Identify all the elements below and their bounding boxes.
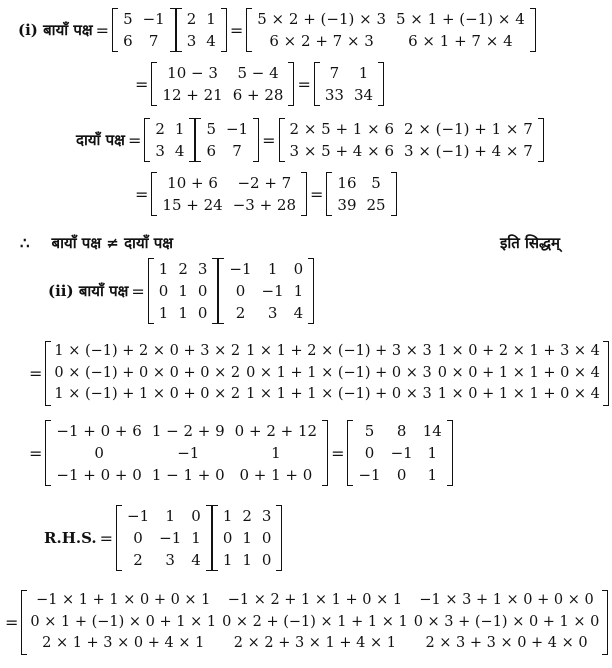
- matrix-cell: −1: [127, 507, 150, 525]
- matrix-cell: 3: [186, 32, 197, 50]
- matrix-cell: −1 + 0 + 0: [56, 466, 142, 484]
- matrix-table: [224, 258, 308, 324]
- matrix-cell: −1 + 0 + 6: [56, 422, 142, 440]
- matrix-cell: 3 × 5 + 4 × 6: [289, 142, 395, 160]
- matrix-table: [332, 172, 390, 216]
- matrix-cell: 7: [329, 64, 340, 82]
- row-i-lhs: (i) बायाँ पक्ष = 5 −1 6 7 2 1 3 4 = 5 × 2 + (−1) × 3 5 × 1 + (−1) × 4 6 × 2 + 7 × 3 6 × 1 + 7 × 4: [18, 8, 536, 52]
- matrix-cell: 0: [158, 282, 169, 300]
- matrix-table: [201, 118, 253, 162]
- matrix-cell: 10 − 3: [167, 64, 218, 82]
- matrix-cell: −1: [390, 444, 413, 462]
- matrix-table: [353, 420, 446, 486]
- matrix-cell: 16: [337, 174, 357, 192]
- matrix-cell: 1 × 1 + 2 × (−1) + 3 × 3: [246, 343, 432, 359]
- matrix-cell: 2 × 2 + 3 × 1 + 4 × 1: [233, 635, 396, 651]
- matrix-cell: 1: [427, 466, 438, 484]
- matrix-cell: 6 × 2 + 7 × 3: [269, 32, 374, 50]
- matrix-i-lhs-result: [314, 62, 384, 106]
- row-i-rhs-step: = 10 + 6 −2 + 7 15 + 24 −3 + 28 = 16 5 39 25: [132, 172, 397, 216]
- matrix-cell: 1: [293, 282, 304, 300]
- matrix-cell: 39: [337, 196, 357, 214]
- matrix-cell: 5: [364, 422, 375, 440]
- matrix-cell: 0: [197, 282, 208, 300]
- matrix-cell: 0 + 1 + 0: [239, 466, 313, 484]
- matrix-cell: 2: [155, 120, 165, 138]
- matrix-cell: 5: [371, 174, 381, 192]
- matrix-cell: 0 × 1 + 1 × (−1) + 0 × 3: [246, 364, 432, 381]
- matrix-table: [285, 118, 538, 162]
- matrix-cell: 1: [427, 444, 438, 462]
- row-ii-rhs-product: = −1 × 1 + 1 × 0 + 0 × 1 −1 × 2 + 1 × 1 + 0 × 1 −1 × 3 + 1 × 0 + 0 × 0 0 × 1 + (−1) × 0 + 1 × 1 0 × 2 + (−1) × 1 + 1 × 1 0 × 3 + (−1) × 0 + 1 × 0 2 × 1 + 3 × 0 + 4 × 1 2 × 2 + 3 × 1 + 4 × 1 2 × 3 + 3 × 0 + 4 × 0: [2, 590, 608, 655]
- matrix-cell: 0 × 0 + 1 × 1 + 0 × 4: [437, 364, 600, 381]
- matrix-cell: 1: [158, 260, 169, 278]
- matrix-table: [118, 8, 170, 52]
- matrix-i-rhs-a: [144, 118, 195, 162]
- matrix-cell: 1: [174, 120, 185, 138]
- matrix-cell: 4: [174, 142, 185, 160]
- matrix-cell: 1: [178, 304, 188, 322]
- matrix-cell: 25: [366, 196, 386, 214]
- matrix-table: [154, 258, 213, 324]
- conclusion-row: [20, 233, 173, 253]
- iti-siddham: इति सिद्धम्: [500, 234, 561, 252]
- matrix-cell: 14: [422, 422, 442, 440]
- matrix-cell: 3: [197, 260, 208, 278]
- matrix-cell: −2 + 7: [237, 174, 292, 192]
- matrix-ii-rhs-a: [116, 505, 212, 571]
- matrix-cell: 6 + 28: [232, 86, 284, 104]
- matrix-cell: 6 × 1 + 7 × 4: [408, 32, 513, 50]
- matrix-cell: 1 × 0 + 2 × 1 + 3 × 4: [437, 343, 600, 359]
- row-ii-lhs: (ii) बायाँ पक्ष = 1 2 3 0 1 0 1 1 0 −1 1 0 0 −1 1 2 3 4: [48, 258, 314, 324]
- part-i-label: (i) बायाँ पक्ष: [18, 21, 93, 39]
- matrix-cell: 0: [94, 444, 104, 462]
- matrix-cell: 3: [261, 507, 272, 525]
- matrix-cell: 0: [261, 529, 272, 547]
- matrix-cell: 1: [206, 10, 216, 28]
- matrix-cell: 1: [158, 304, 169, 322]
- matrix-table: [150, 118, 189, 162]
- matrix-cell: 0 × 1 + (−1) × 0 + 1 × 1: [30, 613, 217, 630]
- matrix-cell: 15 + 24: [162, 196, 223, 214]
- matrix-cell: 0: [222, 529, 233, 547]
- matrix-cell: 5: [123, 10, 133, 28]
- matrix-cell: −1 × 2 + 1 × 1 + 0 × 1: [227, 592, 403, 608]
- matrix-cell: 12 + 21: [162, 86, 223, 104]
- matrix-i-rhs-result: [326, 172, 396, 216]
- matrix-cell: 3 × (−1) + 4 × 7: [404, 142, 533, 160]
- matrix-cell: 5 × 1 + (−1) × 4: [396, 10, 525, 28]
- matrix-i-rhs-b: [195, 118, 259, 162]
- matrix-i-lhs-product: [246, 8, 536, 52]
- matrix-cell: 1 × (−1) + 2 × 0 + 3 × 2: [54, 343, 241, 359]
- matrix-cell: 0: [396, 466, 407, 484]
- matrix-cell: 7: [232, 142, 242, 160]
- matrix-table: [51, 420, 322, 486]
- matrix-cell: 1: [267, 260, 278, 278]
- matrix-cell: −1: [177, 444, 200, 462]
- matrix-cell: 5 × 2 + (−1) × 3: [257, 10, 386, 28]
- matrix-cell: 0: [293, 260, 304, 278]
- matrix-cell: 2: [242, 507, 252, 525]
- matrix-cell: 4: [293, 304, 304, 322]
- matrix-table: [182, 8, 221, 52]
- part-ii-label: (ii) बायाँ पक्ष: [48, 282, 129, 300]
- matrix-cell: 6: [206, 142, 216, 160]
- matrix-ii-a: [148, 258, 219, 324]
- row-ii-rhs: R.H.S. = −1 1 0 0 −1 1 2 3 4 1 2 3 0 1 0 1 1 0: [44, 505, 282, 571]
- matrix-cell: 0: [235, 282, 246, 300]
- matrix-cell: −1: [358, 466, 381, 484]
- matrix-cell: −1 × 1 + 1 × 0 + 0 × 1: [36, 592, 211, 608]
- matrix-cell: 5 − 4: [237, 64, 279, 82]
- matrix-ii-product: [45, 341, 609, 406]
- matrix-cell: −1: [225, 120, 249, 138]
- matrix-cell: 2: [186, 10, 197, 28]
- matrix-table: [252, 8, 530, 52]
- matrix-ii-b: [218, 258, 314, 324]
- matrix-cell: 1 × (−1) + 1 × 0 + 0 × 2: [54, 386, 241, 402]
- row-ii-step: = −1 + 0 + 6 1 − 2 + 9 0 + 2 + 12 0 −1 1 −1 + 0 + 0 1 − 1 + 0 0 + 1 + 0 = 5 8 14 0 −1 1 −1 0 1: [26, 420, 453, 486]
- matrix-cell: 1 − 2 + 9: [151, 422, 225, 440]
- matrix-cell: 5: [206, 120, 216, 138]
- matrix-cell: 0: [261, 551, 272, 569]
- matrix-cell: 0: [364, 444, 375, 462]
- matrix-cell: 0: [197, 304, 208, 322]
- matrix-cell: 0: [133, 529, 143, 547]
- matrix-cell: 2: [133, 551, 143, 569]
- row-i-rhs: दायाँ पक्ष = 2 1 3 4 5 −1 6 7 = 2 × 5 + 1 × 6 2 × (−1) + 1 × 7 3 × 5 + 4 × 6 3 × (−1) + 4 × 7: [76, 118, 544, 162]
- matrix-cell: 1: [165, 507, 175, 525]
- matrix-cell: 2: [178, 260, 188, 278]
- row-i-lhs-step: = 10 − 3 5 − 4 12 + 21 6 + 28 = 7 1 33 34: [132, 62, 384, 106]
- matrix-cell: 33: [324, 86, 344, 104]
- rhs-label-ii: R.H.S.: [44, 529, 97, 547]
- matrix-table: [157, 172, 301, 216]
- matrix-i-rhs-product: [279, 118, 544, 162]
- matrix-cell: 1 − 1 + 0: [151, 466, 225, 484]
- matrix-cell: −1: [229, 260, 252, 278]
- matrix-table: [320, 62, 378, 106]
- matrix-cell: 0 × 2 + (−1) × 1 + 1 × 1: [222, 613, 408, 630]
- matrix-cell: 0: [191, 507, 201, 525]
- matrix-table: [122, 505, 206, 571]
- matrix-i-lhs-a: [112, 8, 176, 52]
- matrix-i-rhs-step: [151, 172, 307, 216]
- matrix-ii-rhs-product: [21, 590, 608, 655]
- matrix-cell: 1: [271, 444, 281, 462]
- matrix-cell: 34: [353, 86, 374, 104]
- rhs-label-i: दायाँ पक्ष: [76, 131, 125, 149]
- matrix-cell: 0 × 3 + (−1) × 0 + 1 × 0: [413, 613, 600, 630]
- matrix-i-lhs-step: [151, 62, 294, 106]
- matrix-ii-step: [45, 420, 328, 486]
- matrix-cell: −3 + 28: [232, 196, 296, 214]
- matrix-cell: 1: [358, 64, 369, 82]
- matrix-cell: 2 × 3 + 3 × 0 + 4 × 0: [425, 635, 588, 651]
- matrix-cell: −1: [261, 282, 284, 300]
- matrix-cell: 0 × (−1) + 0 × 0 + 0 × 2: [54, 364, 241, 381]
- matrix-cell: −1 × 3 + 1 × 0 + 0 × 0: [419, 592, 594, 608]
- matrix-cell: 1: [242, 551, 252, 569]
- row-ii-product: = 1 × (−1) + 2 × 0 + 3 × 2 1 × 1 + 2 × (−1) + 3 × 3 1 × 0 + 2 × 1 + 3 × 4 0 × (−1) + 0 × 0 + 0 × 2 0 × 1 + 1 × (−1) + 0 × 3 0 × 0 + 1 × 1 + 0 × 4 1 × (−1) + 1 × 0 + 0 × 2 1 × 1 + 1 × (−1) + 0 × 3 1 × 0 + 1 × 1 + 0 × 4: [26, 341, 609, 406]
- matrix-cell: 0 + 2 + 12: [234, 422, 318, 440]
- matrix-cell: 7: [148, 32, 159, 50]
- matrix-table: [51, 341, 603, 406]
- therefore-symbol: ∴: [20, 234, 30, 252]
- matrix-cell: 1 × 1 + 1 × (−1) + 0 × 3: [246, 386, 432, 402]
- matrix-cell: 2 × 1 + 3 × 0 + 4 × 1: [42, 635, 205, 651]
- matrix-cell: 6: [123, 32, 133, 50]
- matrix-table: [218, 505, 277, 571]
- matrix-table: [157, 62, 288, 106]
- matrix-cell: 1 × 0 + 1 × 1 + 0 × 4: [437, 386, 600, 402]
- matrix-cell: 4: [191, 551, 201, 569]
- matrix-cell: 1: [242, 529, 252, 547]
- matrix-ii-result: [347, 420, 452, 486]
- matrix-cell: 1: [191, 529, 201, 547]
- matrix-cell: −1: [159, 529, 182, 547]
- matrix-cell: 4: [206, 32, 216, 50]
- matrix-cell: 2 × 5 + 1 × 6: [289, 120, 395, 138]
- matrix-ii-rhs-b: [212, 505, 283, 571]
- matrix-cell: 1: [222, 551, 233, 569]
- matrix-cell: 2 × (−1) + 1 × 7: [404, 120, 533, 138]
- matrix-cell: 2: [235, 304, 246, 322]
- conclusion-text: बायाँ पक्ष ≠ दायाँ पक्ष: [51, 234, 174, 252]
- matrix-cell: 1: [178, 282, 188, 300]
- matrix-cell: −1: [142, 10, 165, 28]
- matrix-cell: 3: [155, 142, 165, 160]
- matrix-cell: 3: [267, 304, 278, 322]
- matrix-cell: 8: [396, 422, 407, 440]
- matrix-cell: 10 + 6: [167, 174, 218, 192]
- matrix-cell: 1: [222, 507, 233, 525]
- matrix-table: [27, 590, 602, 655]
- matrix-i-lhs-b: [176, 8, 227, 52]
- matrix-cell: 3: [165, 551, 175, 569]
